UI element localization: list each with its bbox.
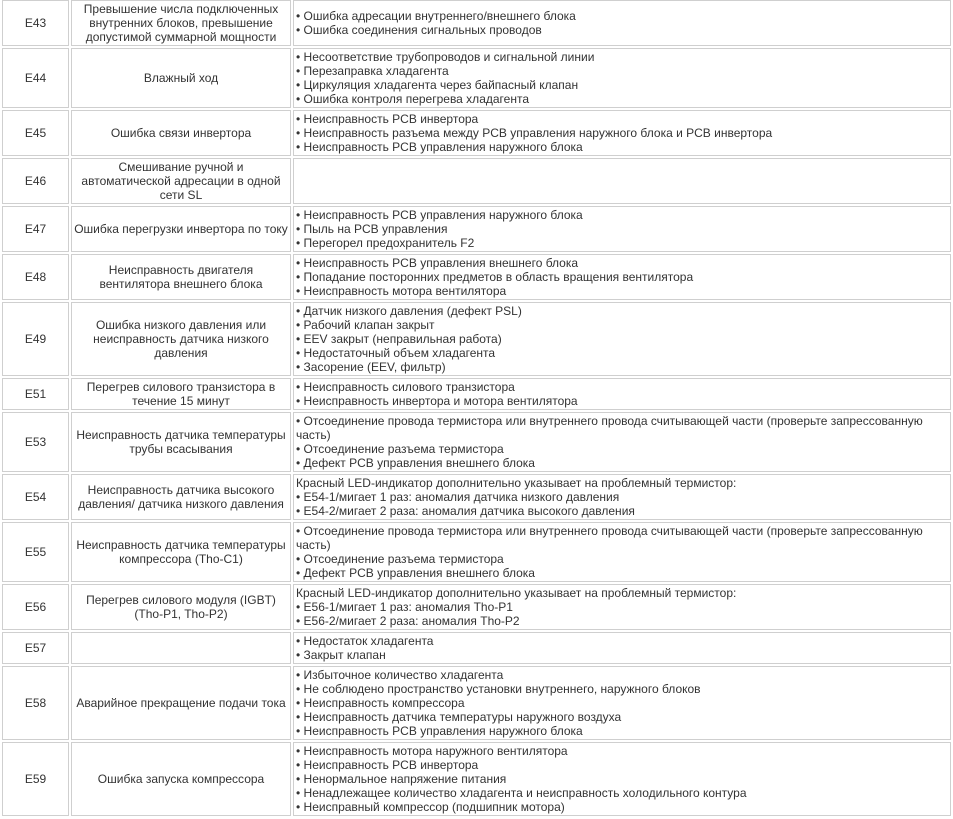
error-description-cell: Перегрев силового транзистора в течение 15 минут (71, 378, 291, 410)
error-description-cell: Ошибка низкого давления или неисправность датчика низкого давления (71, 302, 291, 376)
error-causes-cell (293, 206, 951, 252)
cause-item: • Датчик низкого давления (дефект PSL) (296, 304, 522, 318)
cause-item: • Ненормальное напряжение питания (296, 772, 507, 786)
table-row (2, 666, 951, 740)
cause-item: • EEV закрыт (неправильная работа) (296, 332, 502, 346)
cause-item: Красный LED-индикатор дополнительно указывает на проблемный термистор: (296, 476, 737, 490)
error-description-cell: Неисправность двигателя вентилятора внешнего блока (71, 254, 291, 300)
cause-item: • Неисправность PCB управления внешнего блока (296, 256, 579, 270)
error-description-cell: Ошибка связи инвертора (71, 110, 291, 156)
table-row (2, 48, 951, 108)
table-row (2, 110, 951, 156)
cause-item: • Не соблюдено пространство установки внутреннего, наружного блоков (296, 682, 701, 696)
cause-item: • Перезаправка хладагента (296, 64, 449, 78)
cause-item: • Циркуляция хладагента через байпасный клапан (296, 78, 579, 92)
cause-item: • Засорение (EEV, фильтр) (296, 360, 446, 374)
cause-item: • Неисправность PCB инвертора (296, 112, 479, 126)
cause-item: • Пыль на PCB управления (296, 222, 448, 236)
cause-item: • Неисправность мотора вентилятора (296, 284, 507, 298)
cause-item: • Неисправность PCB управления наружного блока (296, 724, 583, 738)
cause-item: • Рабочий клапан закрыт (296, 318, 435, 332)
error-causes-cell (293, 632, 951, 664)
cause-item: • Неисправность PCB инвертора (296, 758, 479, 772)
cause-item: • Недостаток хладагента (296, 634, 434, 648)
cause-item: • Неисправность датчика температуры наружного воздуха (296, 710, 622, 724)
error-code-cell: E51 (2, 378, 69, 410)
table-row (2, 206, 951, 252)
cause-item: • Неисправность компрессора (296, 696, 465, 710)
cause-item: • Неисправность силового транзистора (296, 380, 515, 394)
cause-item: • E56-2/мигает 2 раза: аномалия Tho-P2 (296, 614, 520, 628)
cause-item: • Перегорел предохранитель F2 (296, 236, 475, 250)
error-causes-cell (293, 666, 951, 740)
cause-item: • Дефект PCB управления внешнего блока (296, 566, 535, 580)
error-code-cell: E47 (2, 206, 69, 252)
cause-item: • E54-2/мигает 2 раза: аномалия датчика высокого давления (296, 504, 635, 518)
table-row (2, 522, 951, 582)
error-causes-cell (293, 254, 951, 300)
error-description-cell: Перегрев силового модуля (IGBT) (Tho-P1, Tho-P2) (71, 584, 291, 630)
cause-item: • Ошибка соединения сигнальных проводов (296, 23, 542, 37)
table-row (2, 254, 951, 300)
error-code-cell: E49 (2, 302, 69, 376)
table-row (2, 378, 951, 410)
error-code-cell: E48 (2, 254, 69, 300)
cause-item: • Отсоединение разъема термистора (296, 442, 504, 456)
cause-item: • Неисправный компрессор (подшипник мотора) (296, 800, 565, 814)
error-code-cell: E54 (2, 474, 69, 520)
error-code-table-body (2, 0, 951, 816)
table-row (2, 632, 951, 664)
table-row (2, 412, 951, 472)
error-description-cell: Аварийное прекращение подачи тока (71, 666, 291, 740)
error-description-cell: Неисправность датчика температуры компрессора (Tho-C1) (71, 522, 291, 582)
error-code-cell: E58 (2, 666, 69, 740)
error-causes-cell (293, 584, 951, 630)
cause-item: • Ошибка контроля перегрева хладагента (296, 92, 529, 106)
error-code-cell: E46 (2, 158, 69, 204)
cause-item: • Неисправность мотора наружного вентилятора (296, 744, 568, 758)
error-code-cell: E44 (2, 48, 69, 108)
error-causes-cell (293, 0, 951, 46)
error-causes-cell (293, 522, 951, 582)
cause-item: • E54-1/мигает 1 раз: аномалия датчика низкого давления (296, 490, 620, 504)
error-description-cell (71, 632, 291, 664)
error-code-cell: E45 (2, 110, 69, 156)
table-row (2, 474, 951, 520)
error-description-cell: Смешивание ручной и автоматической адресации в одной сети SL (71, 158, 291, 204)
error-code-cell: E56 (2, 584, 69, 630)
error-causes-cell (293, 412, 951, 472)
error-code-cell: E43 (2, 0, 69, 46)
error-causes-cell (293, 48, 951, 108)
error-code-cell: E59 (2, 742, 69, 816)
table-row (2, 302, 951, 376)
cause-item: • Ненадлежащее количество хладагента и неисправность холодильного контура (296, 786, 747, 800)
table-row (2, 742, 951, 816)
table-row (2, 584, 951, 630)
error-causes-cell (293, 474, 951, 520)
error-description-cell: Ошибка запуска компрессора (71, 742, 291, 816)
error-causes-cell (293, 742, 951, 816)
error-causes-cell (293, 302, 951, 376)
cause-item: • Попадание посторонних предметов в область вращения вентилятора (296, 270, 694, 284)
cause-item: • Неисправность PCB управления наружного блока (296, 140, 583, 154)
error-causes-cell (293, 378, 951, 410)
cause-item: Красный LED-индикатор дополнительно указывает на проблемный термистор: (296, 586, 737, 600)
cause-item: • Закрыт клапан (296, 648, 386, 662)
cause-item: • Отсоединение разъема термистора (296, 552, 504, 566)
cause-item: • Отсоединение провода термистора или внутреннего провода считывающей части (проверьте запрессованную часть) (296, 414, 923, 442)
error-code-cell: E57 (2, 632, 69, 664)
table-row (2, 0, 951, 46)
cause-item: • Неисправность инвертора и мотора вентилятора (296, 394, 578, 408)
error-description-cell: Влажный ход (71, 48, 291, 108)
cause-item: • Неисправность PCB управления наружного блока (296, 208, 583, 222)
cause-item: • Дефект PCB управления внешнего блока (296, 456, 535, 470)
error-description-cell: Неисправность датчика высокого давления/ датчика низкого давления (71, 474, 291, 520)
error-description-cell: Неисправность датчика температуры трубы всасывания (71, 412, 291, 472)
cause-item: • Недостаточный объем хладагента (296, 346, 496, 360)
error-causes-cell (293, 110, 951, 156)
table-row (2, 158, 951, 204)
cause-item: • Избыточное количество хладагента (296, 668, 504, 682)
cause-item: • Неисправность разъема между PCB управления наружного блока и PCB инвертора (296, 126, 773, 140)
cause-item: • Несоответствие трубопроводов и сигнальной линии (296, 50, 595, 64)
error-code-cell: E55 (2, 522, 69, 582)
cause-item: • Отсоединение провода термистора или внутреннего провода считывающей части (проверьте запрессованную часть) (296, 524, 923, 552)
cause-item: • E56-1/мигает 1 раз: аномалия Tho-P1 (296, 600, 513, 614)
error-description-cell: Ошибка перегрузки инвертора по току (71, 206, 291, 252)
error-description-cell: Превышение числа подключенных внутренних блоков, превышение допустимой суммарной мощности (71, 0, 291, 46)
cause-item: • Ошибка адресации внутреннего/внешнего блока (296, 9, 576, 23)
error-code-cell: E53 (2, 412, 69, 472)
error-causes-cell (293, 158, 951, 204)
